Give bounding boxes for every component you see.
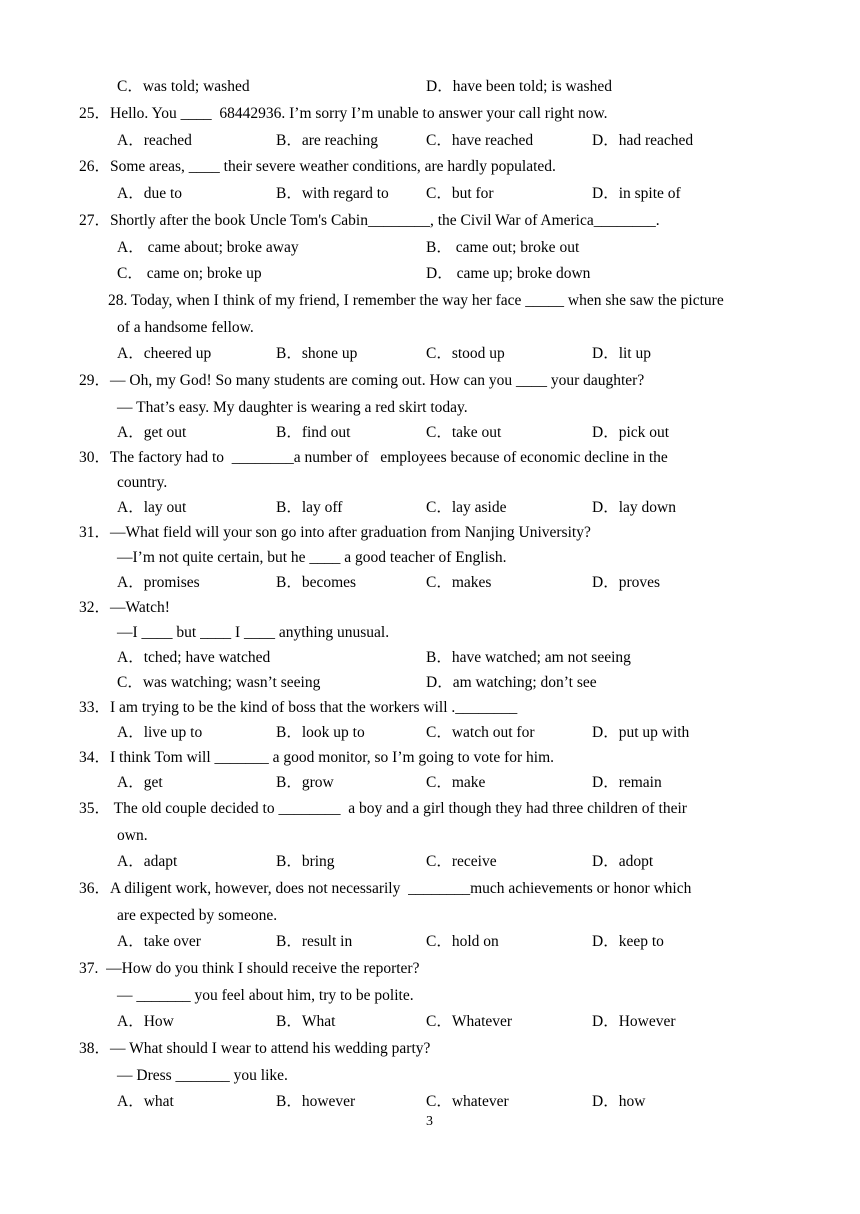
answer-option: D．how — [592, 1093, 646, 1110]
answer-option: B．have watched; am not seeing — [426, 649, 631, 666]
answer-option: B．What — [276, 1013, 336, 1030]
answer-option: D．proves — [592, 574, 661, 591]
answer-option: C．stood up — [426, 345, 505, 362]
question-text: 31．—What field will your son go into after graduation from Nanjing University? — [79, 524, 591, 541]
answer-option: C．lay aside — [426, 499, 507, 516]
answer-option: B．look up to — [276, 724, 365, 741]
answer-option: A．what — [117, 1093, 174, 1110]
answer-option: B． came out; broke out — [426, 239, 580, 256]
question-text: 28. Today, when I think of my friend, I remember the way her face _____ when she saw the picture — [108, 292, 724, 309]
question-text: 35． The old couple decided to ________ a boy and a girl though they had three children of their — [79, 800, 687, 817]
answer-option: D．have been told; is washed — [426, 78, 612, 95]
question-text: 27．Shortly after the book Uncle Tom's Cabin________, the Civil War of America________. — [79, 212, 660, 229]
answer-option: B．result in — [276, 933, 353, 950]
answer-option: D．am watching; don’t see — [426, 674, 597, 691]
answer-option: D．adopt — [592, 853, 654, 870]
answer-option: C．but for — [426, 185, 494, 202]
answer-option: D．in spite of — [592, 185, 681, 202]
question-text: — _______ you feel about him, try to be polite. — [117, 987, 414, 1004]
question-text: are expected by someone. — [117, 907, 278, 924]
answer-option: B．grow — [276, 774, 334, 791]
question-text: own. — [117, 827, 148, 844]
question-text: 25．Hello. You ____ 68442936. I’m sorry I’m unable to answer your call right now. — [79, 105, 608, 122]
answer-option: A．take over — [117, 933, 201, 950]
answer-option: C．makes — [426, 574, 492, 591]
answer-option: D．lay down — [592, 499, 676, 516]
answer-option: A．How — [117, 1013, 174, 1030]
answer-option: D．keep to — [592, 933, 664, 950]
question-text: 26．Some areas, ____ their severe weather conditions, are hardly populated. — [79, 158, 556, 175]
answer-option: A．tched; have watched — [117, 649, 271, 666]
question-text: 38．— What should I wear to attend his wedding party? — [79, 1040, 431, 1057]
answer-option: A．adapt — [117, 853, 178, 870]
page-number: 3 — [426, 1114, 433, 1129]
answer-option: A．get — [117, 774, 163, 791]
question-text: 30．The factory had to ________a number of employees because of economic decline in the — [79, 449, 668, 466]
answer-option: C．take out — [426, 424, 502, 441]
question-text: —I ____ but ____ I ____ anything unusual. — [117, 624, 390, 641]
answer-option: A．get out — [117, 424, 187, 441]
answer-option: C．Whatever — [426, 1013, 513, 1030]
answer-option: B．with regard to — [276, 185, 389, 202]
answer-option: A．lay out — [117, 499, 187, 516]
answer-option: D．put up with — [592, 724, 690, 741]
question-text: — That’s easy. My daughter is wearing a red skirt today. — [117, 399, 468, 416]
answer-option: C．have reached — [426, 132, 534, 149]
answer-option: A．cheered up — [117, 345, 212, 362]
question-text: —I’m not quite certain, but he ____ a good teacher of English. — [117, 549, 507, 566]
question-text: 34．I think Tom will _______ a good monitor, so I’m going to vote for him. — [79, 749, 555, 766]
answer-option: C．was told; washed — [117, 78, 250, 95]
answer-option: A．due to — [117, 185, 183, 202]
answer-option: B．find out — [276, 424, 351, 441]
question-text: 33．I am trying to be the kind of boss that the workers will .________ — [79, 699, 518, 716]
answer-option: B．shone up — [276, 345, 358, 362]
question-text: of a handsome fellow. — [117, 319, 254, 336]
answer-option: C．watch out for — [426, 724, 535, 741]
answer-option: A．reached — [117, 132, 192, 149]
answer-option: C．make — [426, 774, 486, 791]
answer-option: C．whatever — [426, 1093, 509, 1110]
answer-option: D．However — [592, 1013, 676, 1030]
question-text: 37. —How do you think I should receive the reporter? — [79, 960, 420, 977]
answer-option: D． came up; broke down — [426, 265, 591, 282]
answer-option: C．was watching; wasn’t seeing — [117, 674, 321, 691]
question-text: 32．—Watch! — [79, 599, 170, 616]
answer-option: B．are reaching — [276, 132, 378, 149]
answer-option: A．promises — [117, 574, 200, 591]
answer-option: C．hold on — [426, 933, 499, 950]
answer-option: D．had reached — [592, 132, 694, 149]
answer-option: D．pick out — [592, 424, 670, 441]
answer-option: C． came on; broke up — [117, 265, 262, 282]
answer-option: A．live up to — [117, 724, 203, 741]
answer-option: B．becomes — [276, 574, 357, 591]
answer-option: B．lay off — [276, 499, 343, 516]
answer-option: A． came about; broke away — [117, 239, 299, 256]
question-text: — Dress _______ you like. — [117, 1067, 288, 1084]
question-text: country. — [117, 474, 168, 491]
answer-option: C．receive — [426, 853, 497, 870]
answer-option: B．bring — [276, 853, 335, 870]
answer-option: D．lit up — [592, 345, 651, 362]
question-text: 29．— Oh, my God! So many students are coming out. How can you ____ your daughter? — [79, 372, 645, 389]
question-text: 36．A diligent work, however, does not necessarily ________much achievements or honor which — [79, 880, 692, 897]
answer-option: D．remain — [592, 774, 662, 791]
answer-option: B．however — [276, 1093, 356, 1110]
